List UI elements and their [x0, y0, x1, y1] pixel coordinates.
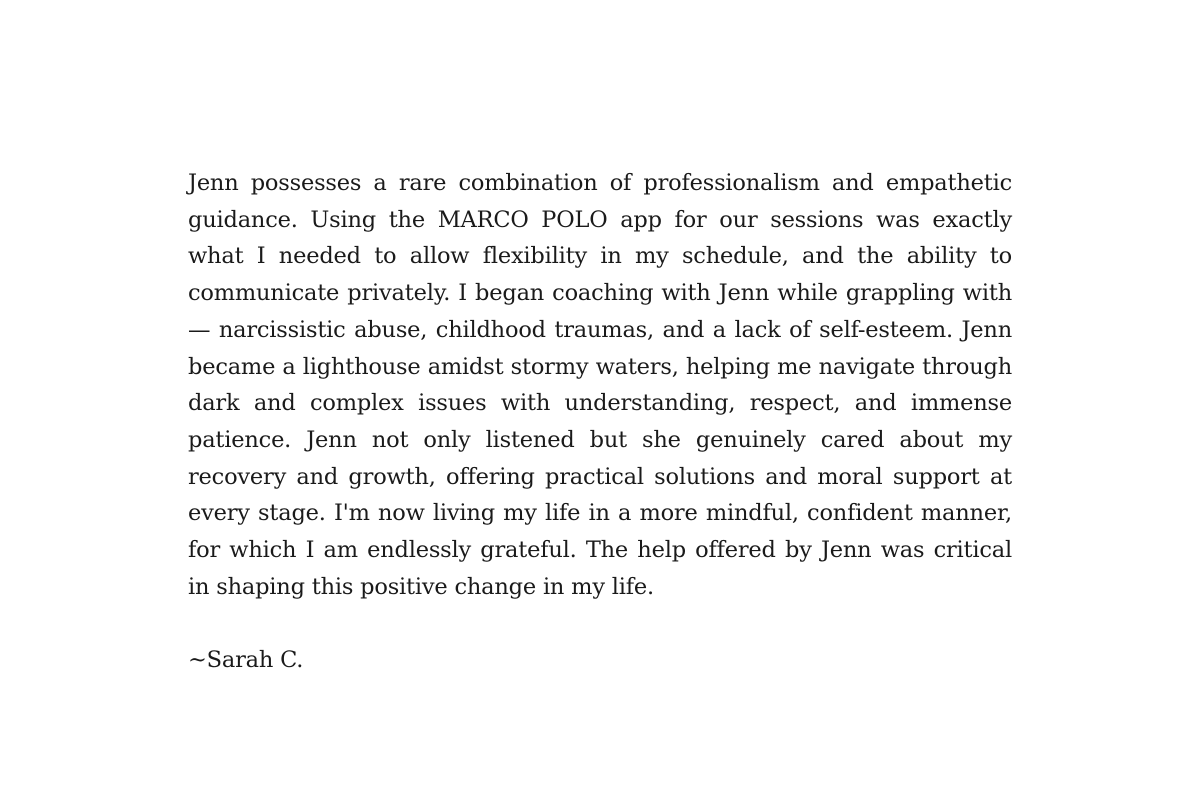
testimonial-author: ~Sarah C.	[188, 647, 304, 674]
testimonial-text: Jenn possesses a rare combination of professionalism and empathetic guidance. Using the MARCO POLO app for our sessions was exactly what I needed to allow flexibility in my schedule, and the ability to communicate privately. I began coaching with Jenn while grappling with— narcissistic abuse, childhood traumas, and a lack of self-esteem. Jenn became a lighthouse amidst stormy waters, helping me navigate through dark and complex issues with understanding, respect, and immense patience. Jenn not only listened but she genuinely cared about my recovery and growth, offering practical solutions and moral support at every stage. I'm now living my life in a more mindful, confident manner, for which I am endlessly grateful. The help offered by Jenn was critical in shaping this positive change in my life.	[188, 170, 1012, 600]
testimonial-block	[188, 165, 1012, 679]
